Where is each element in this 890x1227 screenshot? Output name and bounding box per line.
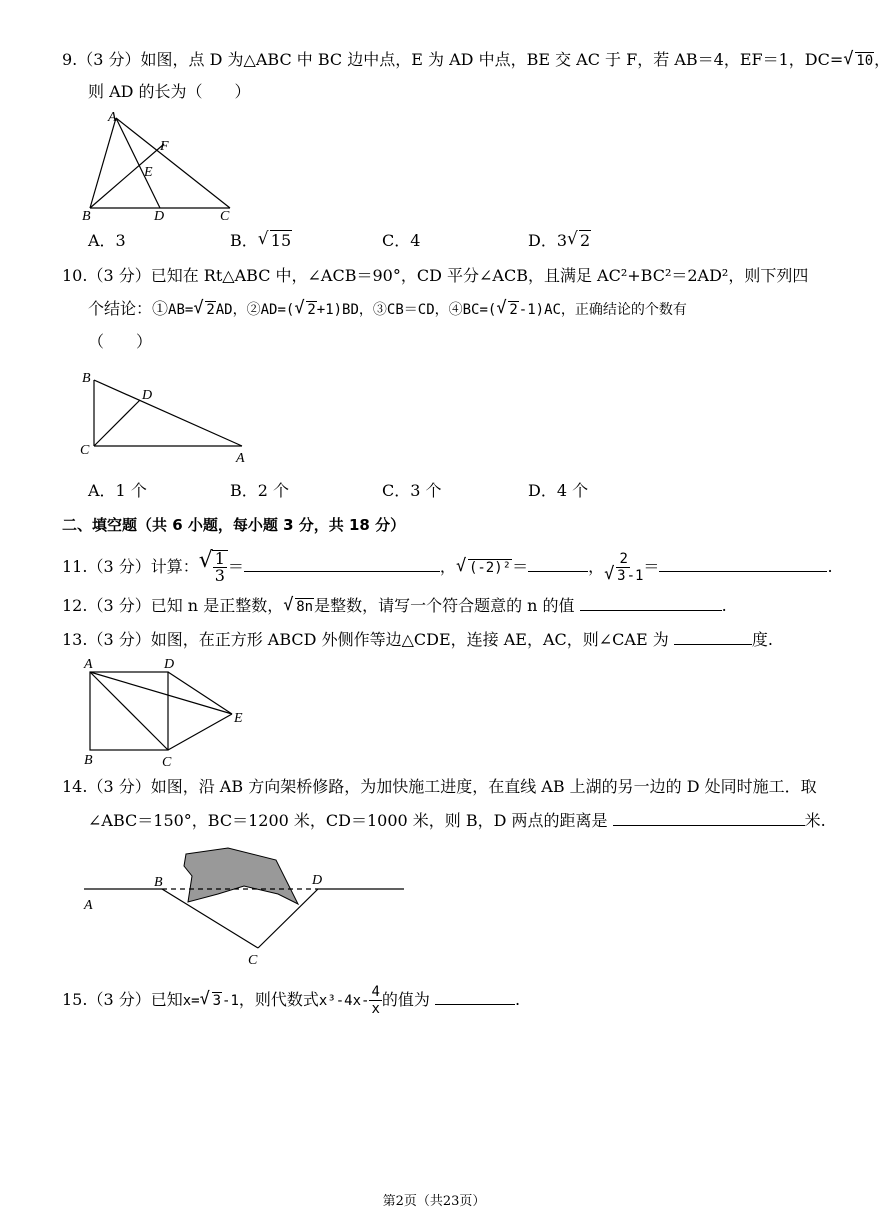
- q9-label-c: C: [220, 209, 230, 224]
- q9-figure: [80, 108, 250, 226]
- q13-answer-blank[interactable]: [674, 630, 752, 645]
- q15-sqrt: √ 3: [199, 989, 222, 1009]
- q10-label-d: D: [142, 388, 153, 403]
- q13-label-d: D: [164, 657, 175, 672]
- q14-label-c: C: [248, 953, 258, 968]
- q9-label-d: D: [154, 209, 165, 224]
- q10-label-c: C: [80, 443, 90, 458]
- q14-label-b: B: [154, 875, 163, 890]
- q11-sqrt-frac: √ $\frac{1}{3}$: [199, 550, 228, 584]
- q9-label-e: E: [144, 165, 153, 180]
- q12-answer-blank[interactable]: [580, 596, 722, 611]
- q14-line2: ∠ABC＝150°，BC＝1200 米，CD＝1000 米，则 B，D 两点的距离是 米.: [88, 811, 826, 830]
- q10-c1-sqrt: √ 2: [193, 298, 215, 318]
- q9-label-b: B: [82, 209, 91, 224]
- q9-sqrt: √ 10: [843, 49, 874, 69]
- q10-line3: （ ）: [88, 332, 153, 351]
- q10-c4-sqrt: √ 2: [496, 298, 518, 318]
- q10-c2-sqrt: √ 2: [294, 298, 316, 318]
- q14-line1: 14.（3 分）如图，沿 AB 方向架桥修路，为加快施工进度，在直线 AB 上湖的另一边的 D 处同时施工．取: [62, 777, 817, 796]
- q13-line: 13.（3 分）如图，在正方形 ABCD 外侧作等边△CDE，连接 AE，AC，则∠CAE 为 度.: [62, 630, 773, 649]
- q13-label-a: A: [84, 657, 93, 672]
- q9-option-c[interactable]: C．4: [382, 231, 421, 250]
- q11-frac-3: 2 √ 3-1: [604, 551, 644, 584]
- q14-label-d: D: [312, 873, 323, 888]
- q12-line: 12.（3 分）已知 n 是正整数， √ 8n是整数，请写一个符合题意的 n 的值 .: [62, 594, 727, 619]
- q9-label-a: A: [108, 110, 117, 125]
- q10-option-b[interactable]: B．2 个: [230, 481, 290, 500]
- q9-option-d-sqrt: √ 2: [567, 229, 591, 250]
- q9-option-a[interactable]: A．3: [88, 231, 126, 250]
- q15-answer-blank[interactable]: [435, 990, 515, 1005]
- q11-answer-blank-2[interactable]: [528, 557, 588, 572]
- q10-option-c[interactable]: C．3 个: [382, 481, 442, 500]
- q11-answer-blank-1[interactable]: [244, 557, 440, 572]
- q9-option-b[interactable]: B． √ 15: [230, 229, 292, 253]
- q14-figure: [78, 842, 418, 972]
- q13-figure: [80, 654, 260, 769]
- q15-line: 15.（3 分）已知x= √ 3-1，则代数式x³-4x- $\frac{4}{x}$ 的值为 .: [62, 984, 521, 1017]
- q10-line1: 10.（3 分）已知在 Rt△ABC 中，∠ACB＝90°，CD 平分∠ACB，且满足 AC²+BC²＝2AD²，则下列四: [62, 266, 809, 285]
- q9-text: 9.（3 分）如图，点 D 为△ABC 中 BC 边中点，E 为 AD 中点，BE 交 AC 于 F，若 AB＝4，EF＝1，DC=: [62, 50, 844, 69]
- q9-option-b-sqrt: √ 15: [257, 229, 292, 250]
- q11-sqrt-2: √ (-2)²: [455, 556, 512, 576]
- q10-option-d[interactable]: D．4 个: [528, 481, 589, 500]
- q10-figure: [78, 366, 258, 466]
- q15-frac: $\frac{4}{x}$: [371, 984, 380, 1017]
- q9-line2: 则 AD 的长为（ ）: [88, 82, 251, 101]
- section-heading-fill-in: 二、填空题（共 6 小题，每小题 3 分，共 18 分）: [62, 516, 406, 534]
- q14-answer-blank[interactable]: [613, 811, 805, 826]
- q12-sqrt: √ 8n: [283, 595, 314, 615]
- q14-label-a: A: [84, 898, 93, 913]
- q13-label-e: E: [234, 711, 243, 726]
- q9-option-d[interactable]: D．3 √ 2: [528, 229, 591, 253]
- lake-shape: [184, 848, 298, 904]
- q10-label-a: A: [236, 451, 245, 466]
- q9-label-f: F: [160, 139, 169, 154]
- page-footer: 第2页（共23页）: [382, 1194, 486, 1209]
- q10-option-a[interactable]: A．1 个: [88, 481, 147, 500]
- q13-label-b: B: [84, 753, 93, 768]
- q11-line: 11.（3 分）计算： √ $\frac{1}{3}$ ＝ ， √ (-2)²＝ ， 2 √ 3-1 ＝ .: [62, 548, 833, 585]
- q9-line1: 9.（3 分）如图，点 D 为△ABC 中 BC 边中点，E 为 AD 中点，BE 交 AC 于 F，若 AB＝4，EF＝1，DC= √ 10，: [62, 48, 890, 73]
- q10-label-b: B: [82, 371, 91, 386]
- q10-line2: 个结论：①AB= √ 2AD，②AD=( √ 2+1)BD，③CB＝CD，④BC=( √ 2-1)AC，正确结论的个数有: [88, 297, 687, 322]
- q11-answer-blank-3[interactable]: [659, 557, 827, 572]
- q13-label-c: C: [162, 755, 172, 770]
